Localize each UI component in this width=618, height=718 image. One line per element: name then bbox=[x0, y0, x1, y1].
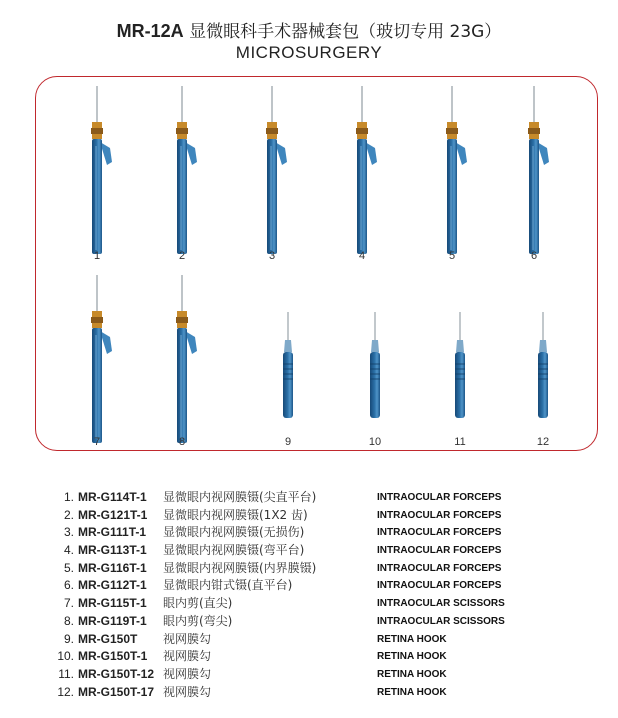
item-name-english: RETINA HOOK bbox=[377, 668, 447, 680]
handle bbox=[529, 139, 539, 254]
handle bbox=[177, 328, 187, 443]
instrument-number-label: 6 bbox=[530, 250, 538, 262]
item-name-chinese: 显微眼内视网膜镊(尖直平台) bbox=[163, 490, 317, 504]
item-code: MR-G150T bbox=[78, 631, 138, 646]
item-number: 2. bbox=[63, 507, 74, 522]
collar bbox=[177, 134, 187, 139]
collar bbox=[177, 323, 187, 328]
instrument-number-label: 11 bbox=[454, 436, 466, 448]
item-name-english: RETINA HOOK bbox=[377, 651, 447, 663]
hook-illustration bbox=[355, 312, 395, 422]
item-name-chinese: 眼内剪(直尖) bbox=[163, 596, 233, 611]
handle bbox=[447, 139, 457, 254]
handle bbox=[370, 352, 380, 418]
collar bbox=[92, 122, 102, 128]
list-item bbox=[40, 666, 600, 684]
item-code: MR-G150T-12 bbox=[78, 666, 155, 681]
tip-cone bbox=[539, 340, 547, 352]
collar bbox=[447, 134, 457, 139]
collar bbox=[357, 134, 367, 139]
item-name-chinese: 显微眼内视网膜镊(弯平台) bbox=[163, 543, 305, 558]
collar bbox=[92, 134, 102, 139]
collar-ring bbox=[176, 128, 188, 134]
item-name-chinese: 显微眼内视网膜镊(内界膜镊) bbox=[163, 560, 317, 575]
item-number: 6. bbox=[63, 578, 74, 593]
collar bbox=[357, 122, 367, 128]
item-number: 5. bbox=[63, 560, 74, 575]
collar bbox=[267, 122, 277, 128]
forceps-illustration bbox=[514, 86, 554, 258]
handle bbox=[283, 352, 293, 418]
item-number: 10. bbox=[57, 649, 74, 664]
instrument-number-label: 3 bbox=[268, 250, 276, 262]
instrument-list bbox=[40, 489, 600, 701]
collar-ring bbox=[91, 128, 103, 134]
instrument-number-label: 7 bbox=[93, 436, 101, 448]
item-code: MR-G115T-1 bbox=[78, 596, 147, 611]
list-item bbox=[40, 595, 600, 613]
list-item bbox=[40, 524, 600, 542]
item-name-english: INTRAOCULAR FORCEPS bbox=[377, 509, 502, 521]
item-number: 7. bbox=[63, 596, 74, 611]
subtitle: MICROSURGERY bbox=[235, 43, 383, 62]
handle bbox=[357, 139, 367, 254]
item-name-chinese: 视网膜勾 bbox=[163, 666, 212, 681]
item-code: MR-G119T-1 bbox=[78, 613, 147, 628]
scissors-illustration bbox=[162, 275, 202, 447]
item-code: MR-G111T-1 bbox=[78, 525, 147, 540]
instrument-number-label: 10 bbox=[368, 436, 382, 448]
item-name-chinese: 显微眼内钳式镊(直平台) bbox=[163, 578, 293, 593]
forceps-illustration bbox=[77, 86, 117, 258]
item-name-english: RETINA HOOK bbox=[377, 686, 447, 698]
item-number: 12. bbox=[57, 684, 74, 699]
collar-ring bbox=[446, 128, 458, 134]
handle bbox=[177, 139, 187, 254]
list-item bbox=[40, 542, 600, 560]
item-name-english: INTRAOCULAR FORCEPS bbox=[377, 580, 502, 592]
item-code: MR-G121T-1 bbox=[78, 507, 148, 522]
collar-ring bbox=[91, 317, 103, 323]
instrument-number-label: 4 bbox=[358, 250, 366, 262]
instrument-number-label: 8 bbox=[178, 436, 186, 448]
tip-cone bbox=[371, 340, 379, 352]
collar bbox=[177, 122, 187, 128]
list-item bbox=[40, 560, 600, 578]
list-item bbox=[40, 684, 600, 702]
hook-illustration bbox=[268, 312, 308, 422]
item-code: MR-G150T-17 bbox=[78, 684, 155, 699]
collar bbox=[92, 311, 102, 317]
collar bbox=[447, 122, 457, 128]
item-name-english: INTRAOCULAR SCISSORS bbox=[377, 615, 505, 627]
item-number: 8. bbox=[63, 613, 74, 628]
list-item bbox=[40, 648, 600, 666]
item-name-chinese: 显微眼内视网膜镊(无损伤) bbox=[163, 525, 305, 540]
item-number: 4. bbox=[63, 543, 74, 558]
item-code: MR-G150T-1 bbox=[78, 649, 148, 664]
handle bbox=[267, 139, 277, 254]
hook-illustration bbox=[440, 312, 480, 422]
handle bbox=[92, 139, 102, 254]
instrument-number-label: 12 bbox=[536, 436, 550, 448]
item-name-english: INTRAOCULAR FORCEPS bbox=[377, 562, 502, 574]
item-name-english: INTRAOCULAR SCISSORS bbox=[377, 598, 505, 610]
item-number: 3. bbox=[63, 525, 74, 540]
item-number: 11. bbox=[58, 666, 74, 681]
collar-ring bbox=[356, 128, 368, 134]
collar-ring bbox=[266, 128, 278, 134]
tip-cone bbox=[284, 340, 292, 352]
document-title bbox=[0, 20, 618, 63]
tip-cone bbox=[456, 340, 464, 352]
scissors-illustration bbox=[77, 275, 117, 447]
forceps-illustration bbox=[252, 86, 292, 258]
forceps-illustration bbox=[342, 86, 382, 258]
item-code: MR-G114T-1 bbox=[78, 490, 147, 504]
instrument-number-label: 5 bbox=[448, 250, 456, 262]
collar bbox=[267, 134, 277, 139]
collar bbox=[92, 323, 102, 328]
item-name-chinese: 视网膜勾 bbox=[163, 631, 212, 646]
item-number: 9. bbox=[63, 631, 74, 646]
handle bbox=[92, 328, 102, 443]
item-name-chinese: 视网膜勾 bbox=[163, 684, 212, 699]
list-item bbox=[40, 489, 600, 507]
instrument-number-label: 1 bbox=[93, 250, 101, 262]
hook-illustration bbox=[523, 312, 563, 422]
list-item bbox=[40, 577, 600, 595]
title-chinese: 显微眼科手术器械套包（玻切专用 23G） bbox=[189, 22, 502, 42]
item-name-english: INTRAOCULAR FORCEPS bbox=[377, 527, 502, 539]
item-name-chinese: 显微眼内视网膜镊(1X2 齿) bbox=[163, 507, 308, 522]
list-item bbox=[40, 631, 600, 649]
instrument-number-label: 2 bbox=[178, 250, 186, 262]
handle bbox=[538, 352, 548, 418]
item-name-english: INTRAOCULAR FORCEPS bbox=[377, 492, 502, 503]
collar-ring bbox=[176, 317, 188, 323]
item-code: MR-G116T-1 bbox=[78, 560, 147, 575]
collar bbox=[177, 311, 187, 317]
collar bbox=[529, 134, 539, 139]
item-name-chinese: 眼内剪(弯尖) bbox=[163, 613, 233, 628]
forceps-illustration bbox=[432, 86, 472, 258]
item-name-english: RETINA HOOK bbox=[377, 633, 447, 645]
collar bbox=[529, 122, 539, 128]
item-name-chinese: 视网膜勾 bbox=[163, 649, 212, 664]
item-code: MR-G113T-1 bbox=[78, 543, 147, 558]
list-item bbox=[40, 613, 600, 631]
handle bbox=[455, 352, 465, 418]
model-code: MR-12A bbox=[116, 21, 184, 41]
list-item bbox=[40, 507, 600, 525]
item-name-english: INTRAOCULAR FORCEPS bbox=[377, 545, 502, 557]
instrument-number-label: 9 bbox=[284, 436, 292, 448]
collar-ring bbox=[528, 128, 540, 134]
item-number: 1. bbox=[63, 490, 74, 504]
item-code: MR-G112T-1 bbox=[78, 578, 147, 593]
forceps-illustration bbox=[162, 86, 202, 258]
